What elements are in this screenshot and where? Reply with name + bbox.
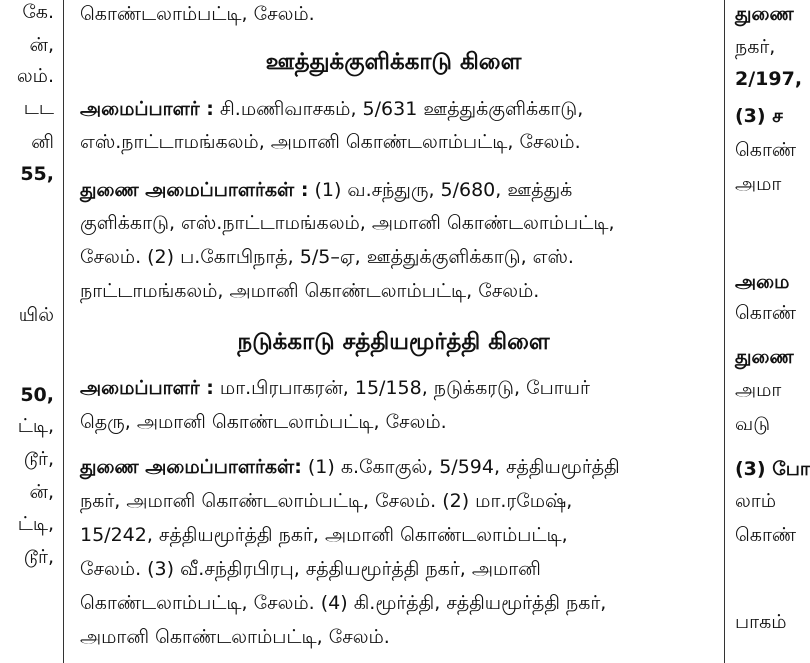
organizer-text: சி.மணிவாசகம், 5/631 ஊத்துக்குளிக்காடு, bbox=[219, 98, 584, 120]
right-fragment-line: லாம் bbox=[735, 490, 776, 512]
deputy-line: 15/242, சத்தியமூர்த்தி நகர், அமானி கொண்டலாம்பட்டி, bbox=[80, 524, 568, 546]
left-fragment-line: ன், bbox=[29, 481, 54, 503]
deputy-line: நகர், அமானி கொண்டலாம்பட்டி, சேலம். (2) மா.ரமேஷ், bbox=[80, 490, 573, 512]
deputy-line: சேலம். (2) ப.கோபிநாத், 5/5–ஏ, ஊத்துக்குளிக்காடு, எஸ். bbox=[80, 246, 574, 268]
branch-heading-nadukadu-sathiyamoorthy: நடுக்காடு சத்தியமூர்த்தி கிளை bbox=[237, 329, 550, 355]
column-rule-left bbox=[63, 0, 64, 663]
left-fragment-line: டூர், bbox=[23, 448, 54, 470]
organizer-label: அமைப்பாளர் : bbox=[80, 377, 214, 399]
deputy-line: நாட்டாமங்கலம், அமானி கொண்டலாம்பட்டி, சேலம். bbox=[80, 280, 540, 302]
left-fragment-line: ட்டி, bbox=[17, 415, 54, 437]
deputy-text: (1) க.கோகுல், 5/594, சத்தியமூர்த்தி bbox=[307, 456, 620, 478]
left-fragment-line: னி bbox=[31, 131, 54, 153]
organizer-line: தெரு, அமானி கொண்டலாம்பட்டி, சேலம். bbox=[80, 411, 447, 433]
right-fragment-line: கொண் bbox=[735, 139, 797, 161]
deputy-line: அமானி கொண்டலாம்பட்டி, சேலம். bbox=[80, 626, 390, 648]
left-fragment-line: 55, bbox=[20, 163, 54, 185]
left-fragment-line: டூர், bbox=[23, 546, 54, 568]
branch-heading-oothukkulikadu: ஊத்துக்குளிக்காடு கிளை bbox=[265, 49, 522, 75]
left-fragment-line: 50, bbox=[20, 384, 54, 406]
organizer-line bbox=[80, 97, 583, 121]
organizer-line bbox=[80, 376, 590, 400]
left-fragment-line: ன், bbox=[29, 34, 54, 56]
deputy-line: குளிக்காடு, எஸ்.நாட்டாமங்கலம், அமானி கொண்டலாம்பட்டி, bbox=[80, 212, 615, 234]
organizer-text: மா.பிரபாகரன், 15/158, நடுக்கரடு, போயர் bbox=[219, 377, 590, 399]
organizer-line: எஸ்.நாட்டாமங்கலம், அமானி கொண்டலாம்பட்டி, சேலம். bbox=[80, 131, 581, 153]
right-fragment-line: அமா bbox=[735, 379, 782, 401]
left-fragment-line: ட்டி, bbox=[17, 513, 54, 535]
column-rule-right bbox=[724, 0, 725, 663]
right-fragment-line: அமா bbox=[735, 173, 782, 195]
deputy-label: துணை அமைப்பாளர்கள்: bbox=[80, 456, 302, 478]
deputy-line bbox=[80, 178, 572, 202]
organizer-label: அமைப்பாளர் : bbox=[80, 98, 214, 120]
right-fragment-line: (3) போ bbox=[735, 458, 810, 480]
right-fragment-line: அமை bbox=[735, 271, 790, 293]
right-fragment-line: துணை bbox=[735, 346, 794, 368]
deputy-text: (1) வ.சந்துரு, 5/680, ஊத்துக் bbox=[314, 179, 573, 201]
right-fragment-line: 2/197, bbox=[735, 68, 803, 90]
left-fragment-line: யில் bbox=[18, 304, 54, 326]
right-column-fragment bbox=[727, 0, 810, 663]
left-fragment-line: டட bbox=[23, 97, 54, 119]
main-column bbox=[66, 0, 721, 663]
right-fragment-line: நகர், bbox=[735, 36, 776, 58]
right-fragment-line: (3) ச bbox=[735, 105, 783, 127]
right-fragment-line: துணை bbox=[735, 3, 794, 25]
left-fragment-line: லம். bbox=[16, 65, 54, 87]
right-fragment-line: வடு bbox=[735, 413, 771, 435]
right-fragment-line: கொண் bbox=[735, 302, 797, 324]
deputy-line: சேலம். (3) வீ.சந்திரபிரபு, சத்தியமூர்த்தி நகர், அமானி bbox=[80, 558, 541, 580]
deputy-line: கொண்டலாம்பட்டி, சேலம். (4) கி.மூர்த்தி, சத்தியமூர்த்தி நகர், bbox=[80, 592, 607, 614]
left-fragment-line: கே. bbox=[22, 1, 54, 23]
right-fragment-line: பாகம் bbox=[735, 611, 787, 633]
deputy-label: துணை அமைப்பாளர்கள் : bbox=[80, 179, 309, 201]
right-fragment-line: கொண் bbox=[735, 524, 797, 546]
continued-address-line: கொண்டலாம்பட்டி, சேலம். bbox=[80, 3, 315, 25]
left-column-fragment bbox=[0, 0, 60, 663]
deputy-line bbox=[80, 455, 620, 479]
